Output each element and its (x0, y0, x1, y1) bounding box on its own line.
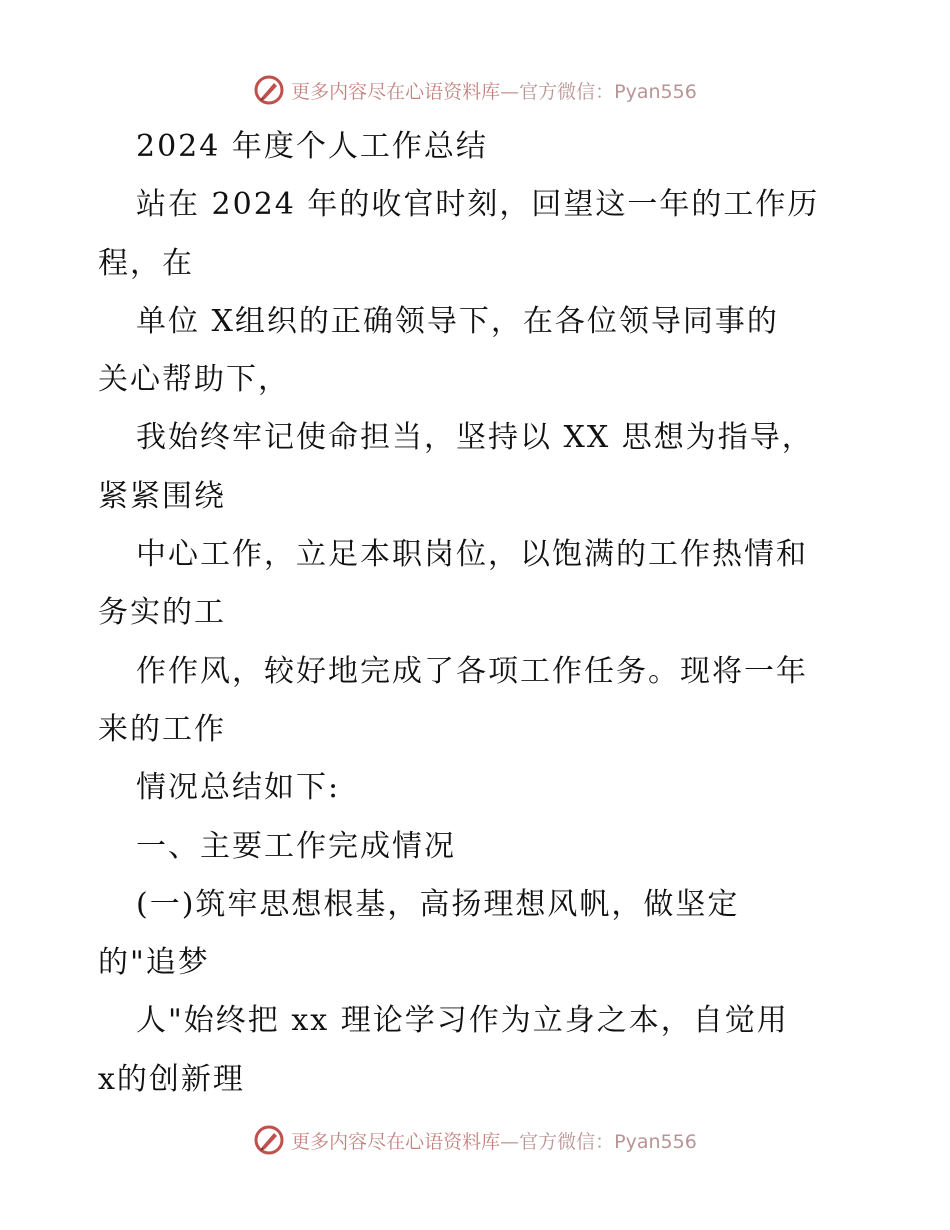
document-body (98, 118, 858, 1109)
watermark-header (0, 70, 950, 110)
watermark-text (291, 77, 697, 104)
paragraph-line: 程，在 (98, 245, 194, 281)
watermark-dash: — (500, 80, 520, 103)
paragraph-line: 中心工作，立足本职岗位，以饱满的工作热情和 (136, 537, 808, 573)
watermark-brand: 更多内容尽在心语资料库 (291, 1130, 501, 1153)
subsection-heading: (一)筑牢思想根基，高扬理想风帆，做坚定 (136, 886, 740, 922)
paragraph-line: 紧紧围绕 (98, 478, 226, 514)
paragraph-line: 站在 2024 年的收官时刻，回望这一年的工作历 (136, 187, 820, 223)
section-heading: 一、主要工作完成情况 (136, 828, 456, 864)
paragraph-line: 作作风，较好地完成了各项工作任务。现将一年 (136, 653, 808, 689)
watermark-brand: 更多内容尽在心语资料库 (291, 80, 501, 103)
paragraph-line: 单位 X组织的正确领导下，在各位领导同事的 (136, 303, 779, 339)
paragraph-line: 关心帮助下， (98, 362, 290, 398)
document-title: 2024 年度个人工作总结 (136, 129, 488, 164)
watermark-footer (0, 1120, 950, 1160)
paragraph-line: 人"始终把 xx 理论学习作为立身之本，自觉用 (136, 1003, 789, 1039)
paragraph-line: x的创新理 (98, 1061, 245, 1097)
paragraph-line: 情况总结如下: (136, 770, 341, 806)
watermark-contact: 官方微信：Pyan556 (519, 80, 697, 103)
pen-circle-logo-icon (253, 1124, 285, 1156)
watermark-text (291, 1127, 697, 1154)
pen-circle-logo-icon (253, 74, 285, 106)
paragraph-line: 我始终牢记使命担当，坚持以 XX 思想为指导， (136, 420, 814, 456)
watermark-contact: 官方微信：Pyan556 (519, 1130, 697, 1153)
watermark-dash: — (500, 1130, 520, 1153)
paragraph-line: 的"追梦 (98, 945, 210, 981)
paragraph-line: 务实的工 (98, 595, 226, 631)
paragraph-line: 来的工作 (98, 711, 226, 747)
